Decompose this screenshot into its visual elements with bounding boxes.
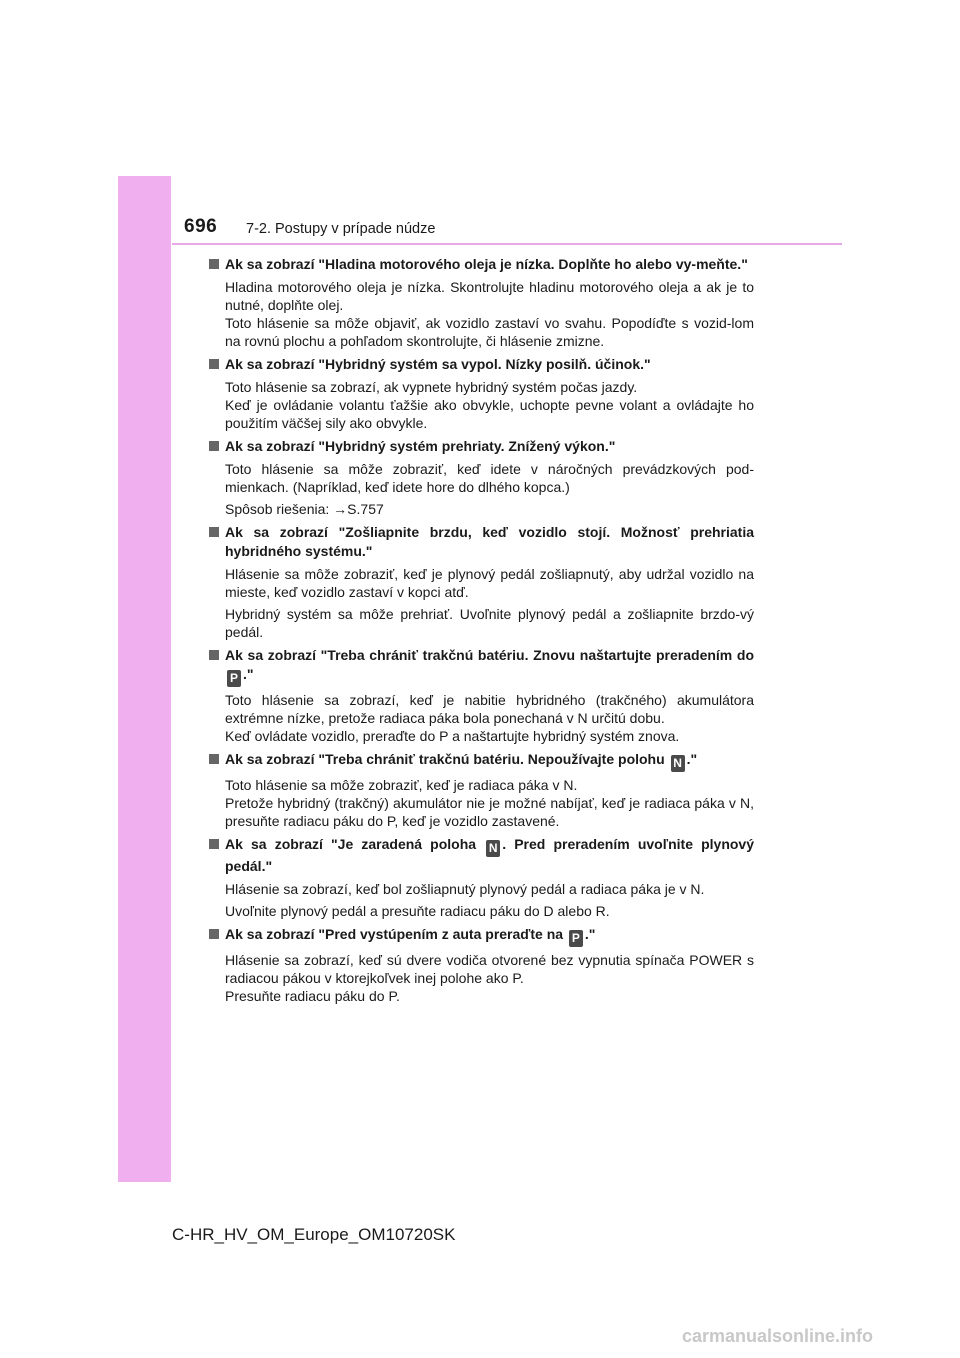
message-paragraph: Hybridný systém sa môže prehriať. Uvoľnite plynový pedál a zošliapnite brzdo-vý pedál.: [225, 606, 754, 640]
message-heading: Ak sa zobrazí "Je zaradená poloha N . Pred preradením uvoľnite plynový pedál.": [225, 836, 755, 874]
shift-n-icon: N: [671, 755, 685, 772]
square-bullet-icon: [209, 527, 219, 537]
message-item: [209, 523, 754, 641]
message-paragraph: Toto hlásenie sa môže zobraziť, keď je radiaca páka v N. Pretože hybridný (trakčný) akumulátor nie je možné nabíjať, keď je radiaca páka v N, presuňte radiacu páku do P, keď je vozidlo zastavené.: [225, 777, 754, 829]
square-bullet-icon: [209, 754, 219, 764]
message-paragraph: Uvoľnite plynový pedál a presuňte radiacu páku do D alebo R.: [225, 903, 610, 919]
section-title: 7-2. Postupy v prípade núdze: [246, 221, 436, 237]
square-bullet-icon: [209, 259, 219, 269]
message-paragraph: Toto hlásenie sa zobrazí, ak vypnete hybridný systém počas jazdy. Keď je ovládanie volantu ťažšie ako obvykle, uchopte pevne volant a ovládajte ho použitím väčšej sily ako obvykle.: [225, 379, 754, 431]
message-item: [209, 750, 754, 830]
message-item: [209, 255, 754, 350]
message-heading: Ak sa zobrazí "Treba chrániť trakčnú batériu. Nepoužívajte polohu N .": [225, 751, 698, 770]
message-item: [209, 437, 754, 518]
message-item: [209, 925, 754, 1005]
page-reference: Spôsob riešenia: →S.757: [225, 501, 384, 517]
chapter-sidebar-tab: [118, 176, 171, 1182]
message-paragraph: Hlásenie sa zobrazí, keď sú dvere vodiča otvorené bez vypnutia spínača POWER s radiacou pákou v ktorejkoľvek inej polohe ako P. Presuňte radiacu páku do P.: [225, 952, 754, 1004]
message-paragraph: Hladina motorového oleja je nízka. Skontrolujte hladinu motorového oleja a ak je to nutné, doplňte olej. Toto hlásenie sa môže objaviť, ak vozidlo zastaví vo svahu. Popodíďte s vozid-lom na rovnú plochu a pohľadom skontrolujte, či hlásenie zmizne.: [225, 279, 754, 349]
shift-p-icon: P: [227, 670, 241, 687]
message-paragraph: Hlásenie sa môže zobraziť, keď je plynový pedál zošliapnutý, aby udržal vozidlo na mieste, keď vozidlo zastaví v kopci atď.: [225, 566, 754, 600]
shift-n-icon: N: [486, 840, 500, 857]
message-paragraph: Hlásenie sa zobrazí, keď bol zošliapnutý plynový pedál a radiaca páka je v N.: [225, 881, 705, 897]
header-divider: [172, 243, 842, 245]
message-heading: Ak sa zobrazí "Treba chrániť trakčnú batériu. Znovu naštartujte preradením do P .": [225, 647, 754, 685]
message-heading: Ak sa zobrazí "Hybridný systém sa vypol. Nízky posilň. účinok.": [225, 356, 651, 372]
message-heading: Ak sa zobrazí "Hladina motorového oleja je nízka. Doplňte ho alebo vy-meňte.": [225, 256, 748, 272]
message-item: [209, 835, 754, 920]
square-bullet-icon: [209, 650, 219, 660]
message-heading: Ak sa zobrazí "Hybridný systém prehriaty. Znížený výkon.": [225, 438, 616, 454]
message-heading: Ak sa zobrazí "Zošliapnite brzdu, keď vozidlo stojí. Možnosť prehriatia hybridného systému.": [225, 524, 754, 559]
square-bullet-icon: [209, 929, 219, 939]
message-heading: Ak sa zobrazí "Pred vystúpením z auta preraďte na P .": [225, 926, 596, 945]
manual-code: C-HR_HV_OM_Europe_OM10720SK: [172, 1225, 456, 1244]
square-bullet-icon: [209, 839, 219, 849]
square-bullet-icon: [209, 359, 219, 369]
message-paragraph: Toto hlásenie sa môže zobraziť, keď idete v náročných prevádzkových pod-mienkach. (Napríklad, keď idete hore do dlhého kopca.): [225, 461, 754, 495]
main-content: [209, 255, 754, 1010]
square-bullet-icon: [209, 441, 219, 451]
message-item: [209, 646, 754, 745]
message-item: [209, 355, 754, 432]
watermark: carmanualsonline.info: [682, 1326, 874, 1346]
message-paragraph: Toto hlásenie sa zobrazí, keď je nabitie hybridného (trakčného) akumulátora extrémne nízke, pretože radiaca páka bola ponechaná v N určitú dobu. Keď ovládate vozidlo, preraďte do P a naštartujte hybridný systém znova.: [225, 692, 754, 744]
shift-p-icon: P: [569, 930, 583, 947]
page-number: 696: [184, 216, 218, 237]
